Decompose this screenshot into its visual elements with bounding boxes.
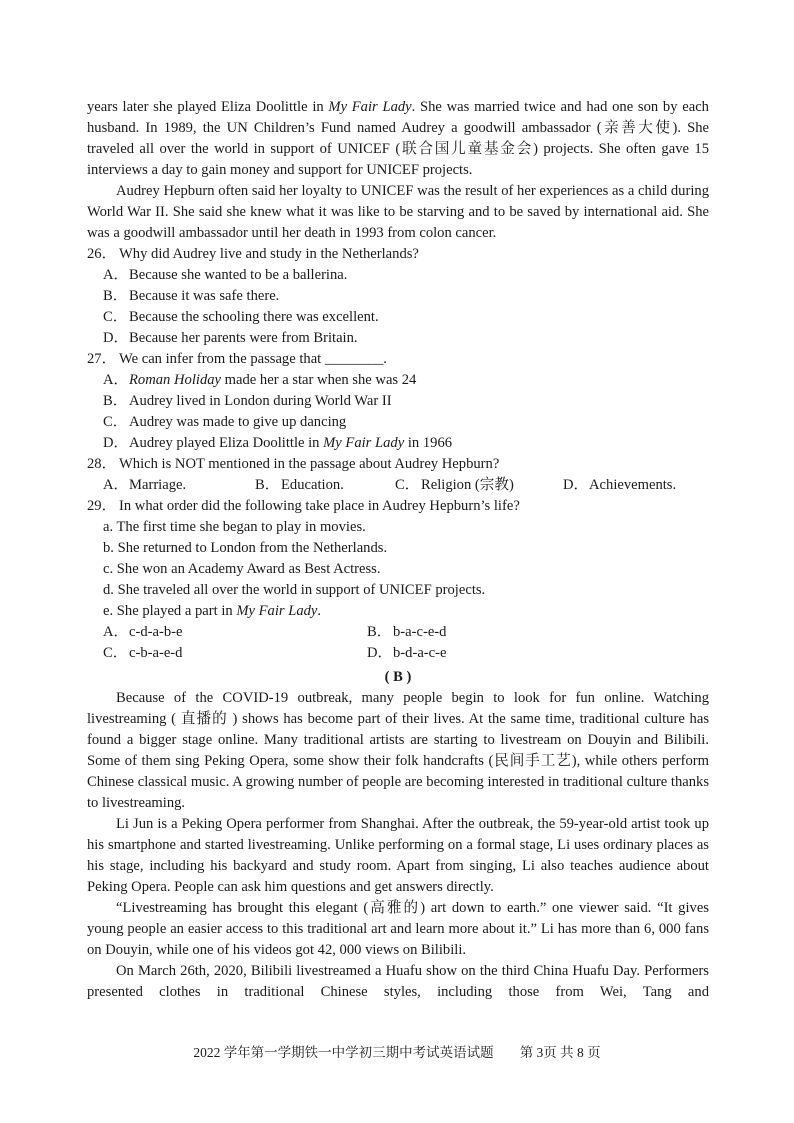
question-27 [87,349,709,370]
options-29-row-2 [87,643,709,664]
option-label: B． [367,624,392,640]
option-text: Religion (宗教) [421,477,514,493]
option-label: C． [395,477,420,493]
passage-a-paragraph-2 [87,181,709,244]
option-26-b [87,286,709,307]
question-stem: Why did Audrey live and study in the Netherlands? [119,246,419,262]
option-text: Education. [281,477,344,493]
title-roman-holiday: Roman Holiday [129,372,222,388]
option-text: Because the schooling there was excellent. [129,309,379,325]
question-stem: We can infer from the passage that ________. [119,351,387,367]
option-26-d [87,328,709,349]
option-label: B． [255,477,280,493]
page-footer [0,1041,794,1061]
option-text: Achievements. [589,477,677,493]
option-label: B． [103,393,128,409]
text-segment: . She was married twice and had one son by each husband. In 1989, the UN Children’s Fund named Audrey a goodwill ambassador (亲善大使). She traveled all over the world in support of UNICEF (联合国儿童基金会) projects. She often gave 15 interviews a day to gain money and support for UNICEF projects. [87,99,709,178]
question-number: 27． [87,351,117,367]
event-d: d. She traveled all over the world in support of UNICEF projects. [103,582,486,598]
option-27-c [87,412,709,433]
option-text: Because she wanted to be a ballerina. [129,267,348,283]
option-text: b-d-a-c-e [393,645,447,661]
event-text: . [317,603,322,619]
option-29-d [367,643,631,664]
options-28 [87,475,709,496]
option-text: c-d-a-b-e [129,624,183,640]
option-27-b [87,391,709,412]
title-my-fair-lady: My Fair Lady [236,603,318,619]
event-text: e. She played a part in [103,603,237,619]
event-e [87,601,709,622]
option-26-a [87,265,709,286]
option-text: c-b-a-e-d [129,645,183,661]
event-b: b. She returned to London from the Netherlands. [103,540,388,556]
option-label: D． [563,477,589,493]
exam-title: 2022 学年第一学期铁一中学初三期中考试英语试题 [193,1045,494,1060]
option-28-d [563,475,676,496]
question-29 [87,496,709,517]
option-label: D． [367,645,393,661]
option-label: D． [103,330,129,346]
question-26 [87,244,709,265]
option-text: b-a-c-e-d [393,624,447,640]
passage-b-paragraph-2: Li Jun is a Peking Opera performer from Shanghai. After the outbreak, the 59-year-old artist took up his smartphone and started livestreaming. Unlike performing on a formal stage, Li uses ordinary places as his stage, including his backyard and study room. Apart from singing, Li also teaches audience about Peking Opera. People can ask him questions and get answers directly. [87,816,709,895]
option-text: in 1966 [404,435,453,451]
option-28-a [103,475,255,496]
option-28-c [395,475,563,496]
option-label: C． [103,309,128,325]
option-text: Audrey lived in London during World War II [129,393,392,409]
question-number: 26． [87,246,117,262]
section-title-b: ( B ) [384,669,412,685]
question-number: 29． [87,498,117,514]
exam-page [87,97,709,1003]
option-label: A． [103,267,129,283]
option-label: C． [103,414,128,430]
option-27-a [87,370,709,391]
text-segment: Audrey Hepburn often said her loyalty to UNICEF was the result of her experiences as a child during World War II. She said she knew what it was like to be starving and to be saved by international aid. She was a goodwill ambassador until her death in 1993 from colon cancer. [87,183,709,241]
option-text: Marriage. [129,477,187,493]
passage-b-paragraph-4: On March 26th, 2020, Bilibili livestreamed a Huafu show on the third China Huafu Day. Performers presented clothes in traditional Chinese styles, including those from Wei, Tang and [87,963,709,1000]
option-28-b [255,475,395,496]
question-28 [87,454,709,475]
option-26-c [87,307,709,328]
option-label: C． [103,645,128,661]
option-label: A． [103,372,129,388]
question-stem: Which is NOT mentioned in the passage about Audrey Hepburn? [119,456,500,472]
question-stem: In what order did the following take place in Audrey Hepburn’s life? [119,498,520,514]
option-label: A． [103,477,129,493]
event-c: c. She won an Academy Award as Best Actress. [103,561,381,577]
event-a: a. The first time she began to play in movies. [103,519,366,535]
option-text: Because her parents were from Britain. [129,330,358,346]
title-my-fair-lady: My Fair Lady [328,99,412,115]
option-text: Because it was safe there. [129,288,280,304]
option-label: B． [103,288,128,304]
passage-b-paragraph-3: “Livestreaming has brought this elegant (高雅的) art down to earth.” one viewer said. “It gives young people an easier access to this traditional art and learn more about it.” Li has more than 6, 000 fans on Douyin, while one of his videos got 42, 000 views on Bilibili. [87,900,709,958]
passage-a-paragraph-1 [87,97,709,181]
title-my-fair-lady: My Fair Lady [323,435,405,451]
options-29-row-1 [87,622,709,643]
option-29-b [367,622,631,643]
option-text: made her a star when she was 24 [221,372,417,388]
passage-b-paragraph-1: Because of the COVID-19 outbreak, many people begin to look for fun online. Watching livestreaming ( 直播的 ) shows has become part of their lives. At the same time, traditional culture has found a bigger stage online. Many traditional artists are starting to livestream on Douyin and Bilibili. Some of them sing Peking Opera, some show their folk handcrafts (民间手工艺), while others perform Chinese classical music. A growing number of people are becoming interested in traditional culture thanks to livestreaming. [87,690,709,811]
question-number: 28． [87,456,117,472]
option-29-a [103,622,367,643]
option-29-c [103,643,367,664]
option-label: D． [103,435,129,451]
option-text: Audrey played Eliza Doolittle in [129,435,324,451]
option-label: A． [103,624,129,640]
option-27-d [87,433,709,454]
option-text: Audrey was made to give up dancing [129,414,347,430]
text-segment: years later she played Eliza Doolittle in [87,99,329,115]
page-number: 第 3页 共 8 页 [519,1045,601,1060]
